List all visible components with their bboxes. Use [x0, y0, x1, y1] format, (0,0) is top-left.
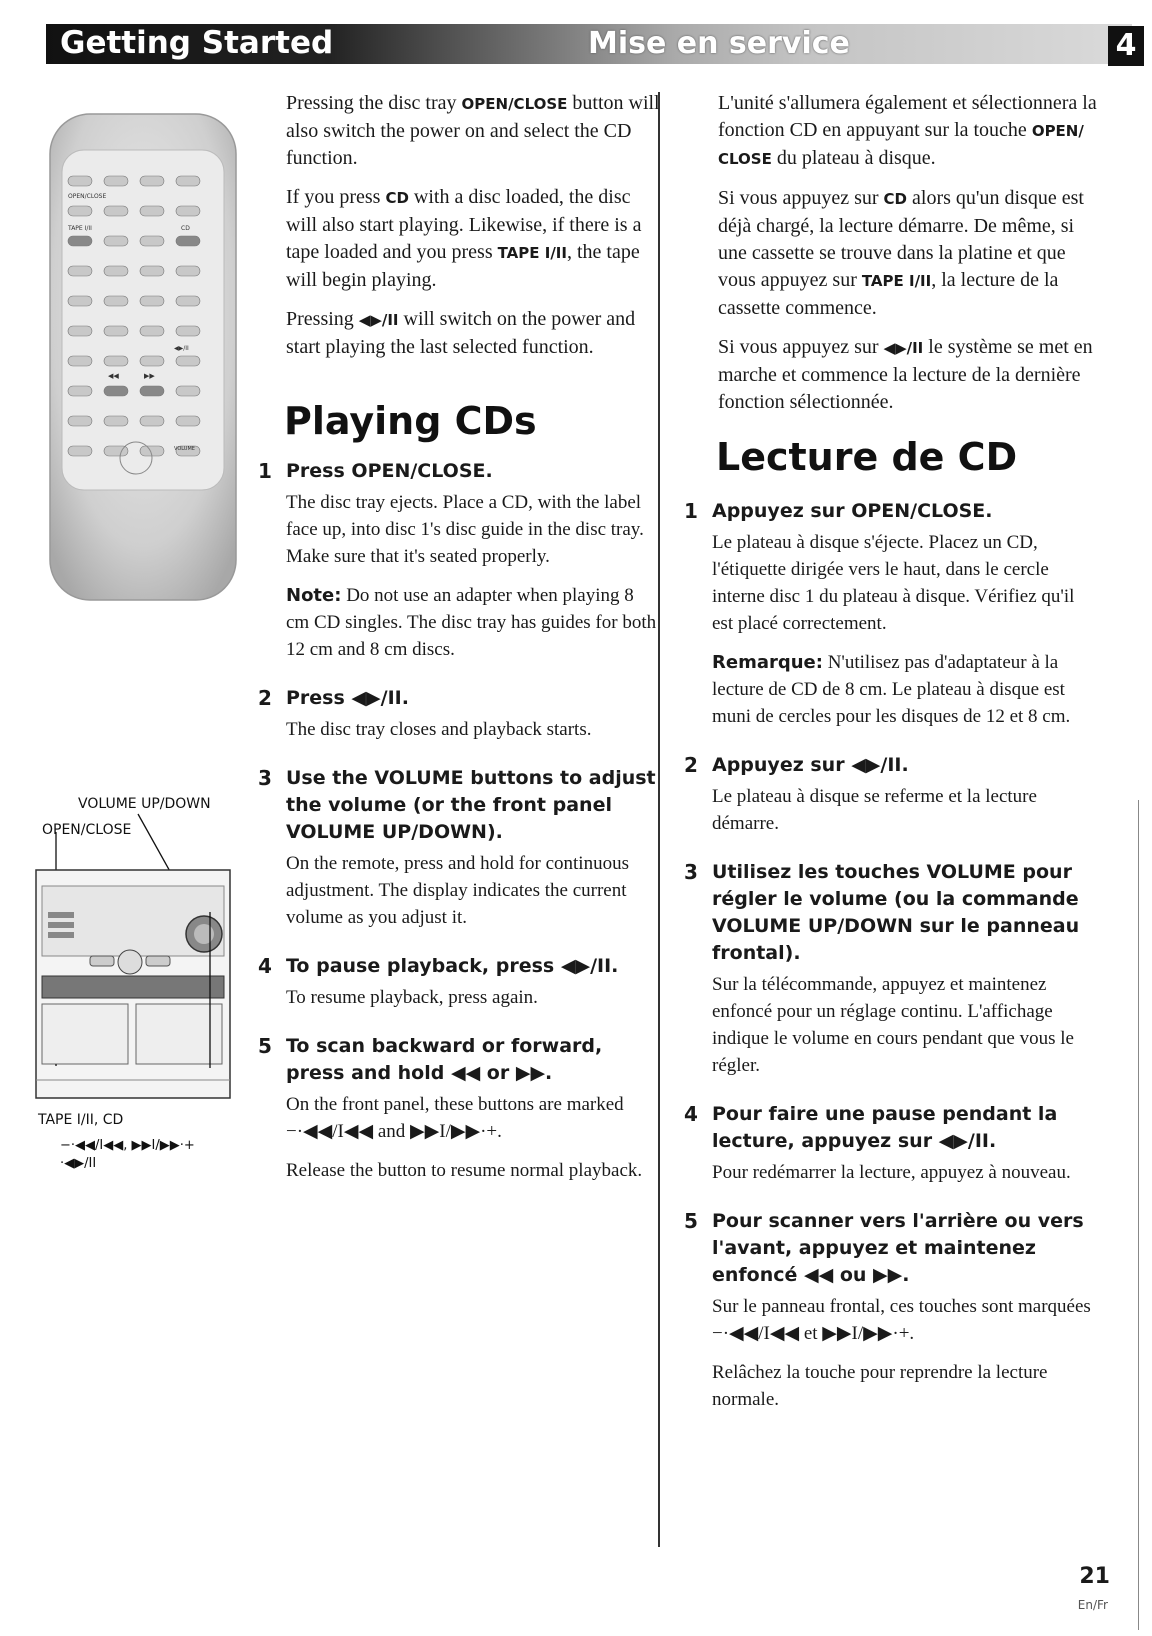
remote-button — [104, 206, 128, 216]
remote-control-illustration — [48, 112, 238, 602]
remote-button — [68, 296, 92, 306]
remote-button — [176, 176, 200, 186]
remote-button — [68, 386, 92, 396]
remote-label-play: ◀▶/II — [174, 345, 189, 352]
header-banner — [46, 24, 1132, 64]
en-intro-3: Pressing ◀▶/II will switch on the power and start playing the last selected function. — [286, 308, 636, 358]
remote-button — [68, 446, 92, 456]
remote-button — [140, 176, 164, 186]
remote-button — [176, 416, 200, 426]
remote-button — [68, 356, 92, 366]
header-title-fr: Mise en service — [588, 26, 850, 61]
en-step-5: 5 To scan backward or forward, press and hold ◀◀ or ▶▶. On the front panel, these buttons are marked −·◀◀/I◀◀ and ▶▶I/▶▶·+. Release the button to resume normal playback. — [258, 1034, 643, 1181]
remote-button — [140, 236, 164, 246]
fr-step-2: 2 Appuyez sur ◀▶/II. Le plateau à disque se referme et la lecture démarre. — [684, 753, 1037, 834]
remote-button — [176, 266, 200, 276]
fr-intro-3: Si vous appuyez sur ◀▶/II le système se met en marche et commence la lecture de la dernière fonction sélectionnée. — [718, 336, 1093, 413]
remote-button — [176, 326, 200, 336]
en-step-3: 3 Use the VOLUME buttons to adjust the volume (or the front panel VOLUME UP/DOWN). On the remote, press and hold for continuous adjustment. The display indicates the current volume as you adjust it. — [258, 766, 656, 928]
remote-button — [140, 326, 164, 336]
en-intro-2: If you press CD with a disc loaded, the disc will also start playing. Likewise, if there is a tape loaded and you press TAPE I/II, the tape will begin playing. — [286, 186, 642, 291]
remote-button — [140, 416, 164, 426]
disc-tray — [42, 976, 224, 998]
en-steps — [258, 458, 658, 1206]
remote-button — [68, 176, 92, 186]
remote-button — [104, 326, 128, 336]
remote-button — [140, 356, 164, 366]
fr-intro-2: Si vous appuyez sur CD alors qu'un disque est déjà chargé, la lecture démarre. De même, si une cassette se trouve dans la platine et que vous appuyez sur TAPE I/II, la lecture de la cassette commence. — [718, 187, 1084, 319]
remote-button — [68, 326, 92, 336]
remote-panel — [62, 150, 224, 490]
remote-button — [104, 416, 128, 426]
remote-button — [176, 206, 200, 216]
selector-knob — [118, 950, 142, 974]
en-note: Note: Do not use an adapter when playing 8 cm CD singles. The disc tray has guides for both 12 cm and 8 cm discs. — [286, 585, 657, 660]
remote-button — [140, 296, 164, 306]
callout-scan: −·◀◀/I◀◀, ▶▶I/▶▶·+ — [60, 1138, 195, 1153]
en-section-title: Playing CDs — [284, 399, 537, 443]
remote-button — [68, 206, 92, 216]
fr-step-4: 4 Pour faire une pause pendant la lecture, appuyez sur ◀▶/II. Pour redémarrer la lecture, appuyez à nouveau. — [684, 1102, 1071, 1183]
remote-button — [104, 296, 128, 306]
en-step-2: 2 Press ◀▶/II. The disc tray closes and playback starts. — [258, 686, 592, 740]
remote-button — [176, 296, 200, 306]
remote-button — [104, 356, 128, 366]
fr-note: Remarque: N'utilisez pas d'adaptateur à la lecture de CD de 8 cm. Le plateau à disque est muni de cercles pour les disques de 12 et 8 cm. — [712, 652, 1071, 727]
fr-step-1: 1 Appuyez sur OPEN/CLOSE. Le plateau à disque s'éjecte. Placez un CD, l'étiquette dirigée vers le haut, dans le cercle interne disc 1 du plateau à disque. Vérifiez qu'il est placé correctement. Remarque: N'utilisez pas d'adaptateur à la lecture de CD de 8 cm. Le plateau à disque est muni de cercles pour les disques de 12 et 8 cm. — [684, 498, 1096, 730]
remote-label-tape: TAPE I/II — [68, 225, 92, 232]
french-column — [718, 90, 1104, 428]
remote-button — [68, 266, 92, 276]
fr-intro-1: L'unité s'allumera également et sélectionnera la fonction CD en appuyant sur la touche OPEN/ CLOSE du plateau à disque. — [718, 92, 1097, 169]
callout-volume: VOLUME UP/DOWN — [78, 796, 211, 812]
remote-label-cd: CD — [181, 225, 190, 232]
remote-button — [68, 236, 92, 246]
remote-label-open-close: OPEN/CLOSE — [68, 193, 107, 200]
english-column — [286, 90, 666, 373]
en-intro-1: Pressing the disc tray OPEN/CLOSE button will also switch the power on and select the CD function. — [286, 92, 660, 169]
remote-button — [176, 236, 200, 246]
remote-label-volume: VOLUME — [174, 446, 195, 452]
remote-button — [104, 386, 128, 396]
remote-button — [140, 266, 164, 276]
fr-steps — [684, 498, 1096, 1435]
fr-section-title: Lecture de CD — [716, 435, 1018, 479]
remote-label-rew: ◀◀ — [108, 372, 119, 380]
unit-front-panel-illustration — [34, 812, 234, 1112]
page-edge-line — [1138, 800, 1139, 1630]
fr-step-5: 5 Pour scanner vers l'arrière ou vers l'avant, appuyez et maintenez enfoncé ◀◀ ou ▶▶. Sur le panneau frontal, ces touches sont marquées −·◀◀/I◀◀ et ▶▶I/▶▶·+. Relâchez la touche pour reprendre la lecture normale. — [684, 1209, 1091, 1410]
en-step-4: 4 To pause playback, press ◀▶/II. To resume playback, press again. — [258, 954, 619, 1008]
chapter-number: 4 — [1108, 26, 1144, 66]
callout-tape-cd: TAPE I/II, CD — [38, 1112, 124, 1128]
remote-button — [104, 266, 128, 276]
en-step-1: 1 Press OPEN/CLOSE. The disc tray ejects. Place a CD, with the label face up, into disc 1's disc guide in the disc tray. Make sure that it's seated properly. Note: Do not use an adapter when playing 8 cm CD singles. The disc tray has guides for both 12 cm and 8 cm discs. — [258, 458, 658, 663]
remote-button — [104, 236, 128, 246]
remote-button — [176, 356, 200, 366]
remote-button — [140, 386, 164, 396]
remote-button — [140, 206, 164, 216]
page-number: 21 — [1079, 1564, 1110, 1589]
page-language-code: En/Fr — [1077, 1598, 1108, 1612]
remote-button — [176, 386, 200, 396]
callout-open-close: OPEN/CLOSE — [42, 822, 132, 838]
fr-step-3: 3 Utilisez les touches VOLUME pour régler le volume (ou la commande VOLUME UP/DOWN sur le panneau frontal). Sur la télécommande, appuyez et maintenez enfoncé pour un réglage continu. L'affichage indique le volume en cours pendant que vous le régler. — [684, 860, 1080, 1076]
remote-button — [68, 416, 92, 426]
remote-button — [104, 176, 128, 186]
remote-label-ff: ▶▶ — [144, 372, 155, 380]
callout-play: ·◀▶/II — [60, 1156, 97, 1171]
header-title-en: Getting Started — [60, 25, 334, 61]
